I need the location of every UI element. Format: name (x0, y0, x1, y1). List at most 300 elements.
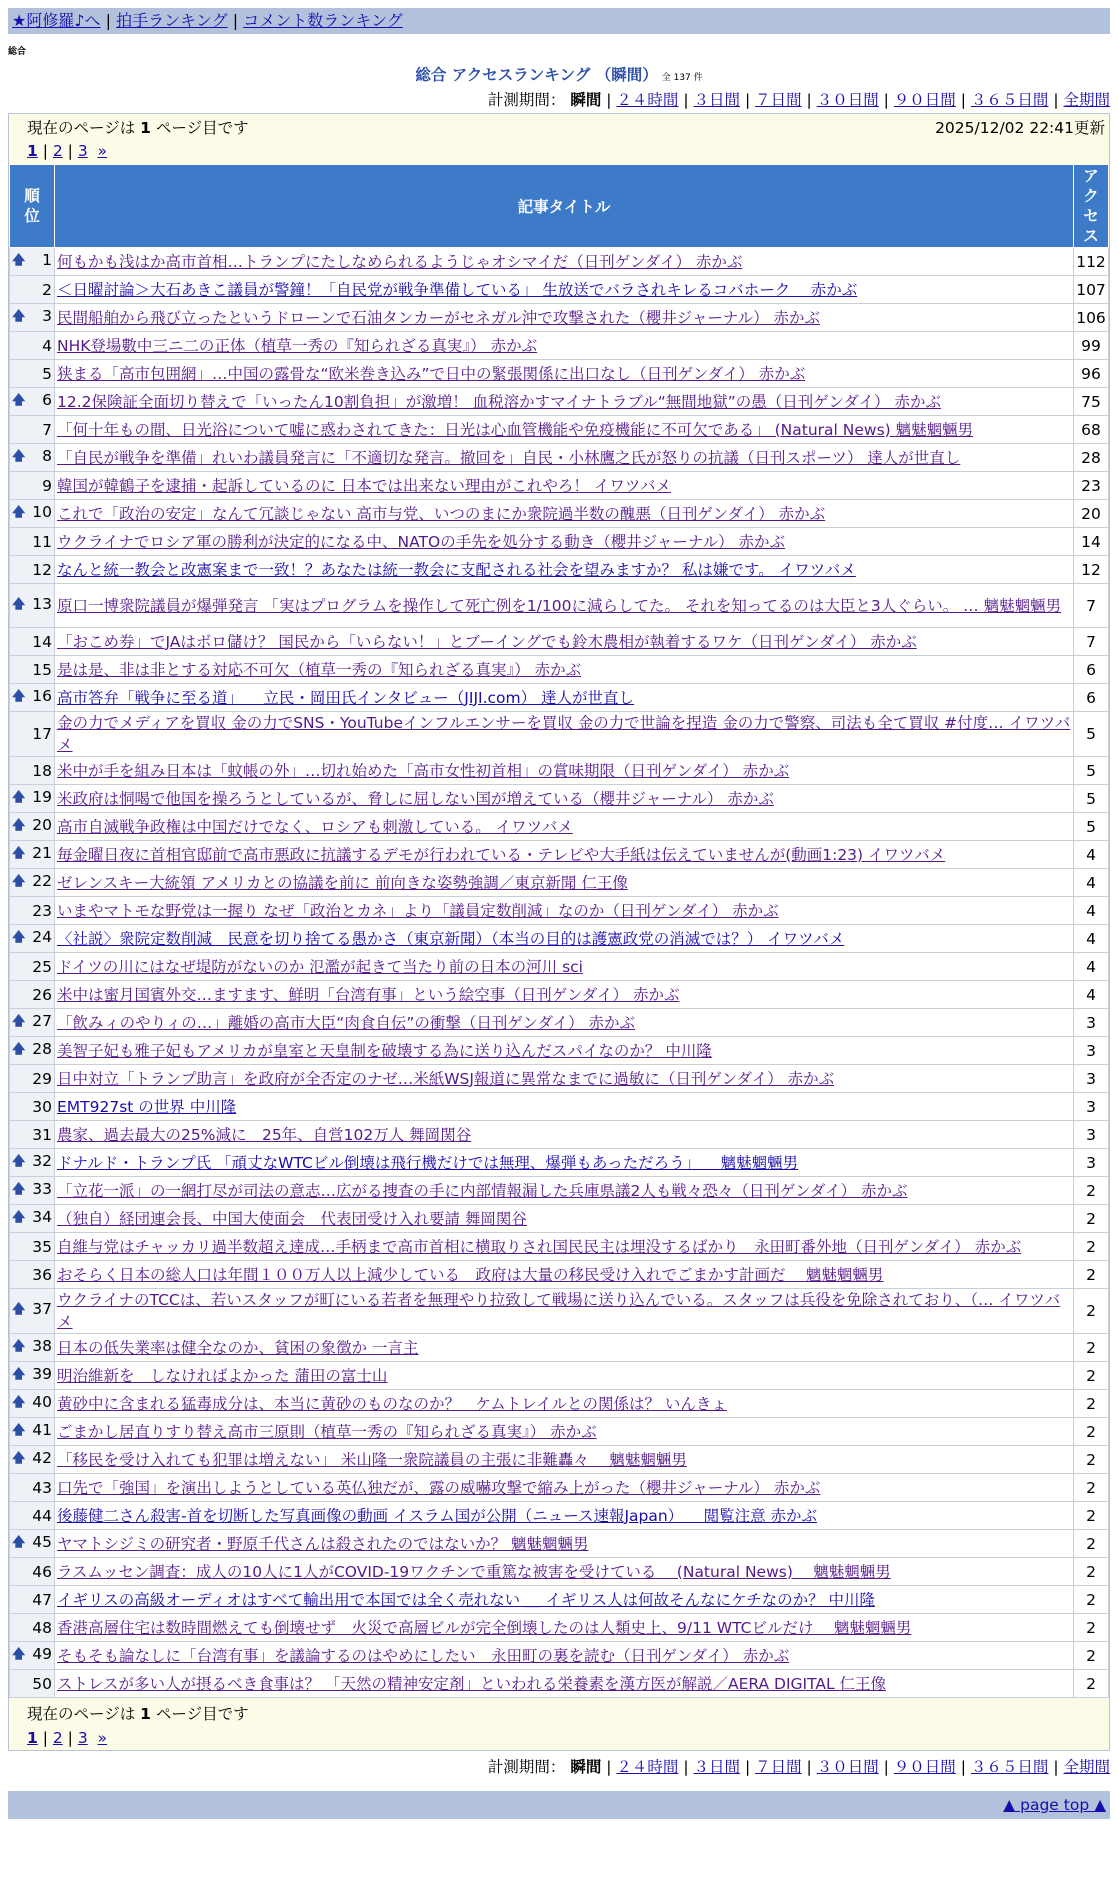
rank-cell (10, 1149, 55, 1177)
article-title-link[interactable]: 是は是、非は非とする対応不可欠（植草一秀の『知られざる真実』） 赤かぶ (57, 660, 582, 679)
access-count: 96 (1074, 360, 1109, 388)
article-title-link[interactable]: 民間船舶から飛び立ったというドローンで石油タンカーがセネガル沖で攻撃された（櫻井ジャーナル） 赤かぶ (57, 308, 821, 327)
rank-number: 6 (42, 390, 52, 409)
title-cell (55, 869, 1074, 897)
title-cell (55, 416, 1074, 444)
period-selector-bottom: 計測期間： 瞬間 | ２４時間 | ３日間 | ７日間 | ３０日間 | ９０日間 | ３６５日間 | 全期間 (487, 1758, 1110, 1776)
access-count: 2 (1074, 1233, 1109, 1261)
access-count: 2 (1074, 1670, 1109, 1698)
rank-number: 36 (32, 1265, 52, 1284)
table-row (10, 1474, 1109, 1502)
article-title-link[interactable]: そもそも論なしに「台湾有事」を議論するのはやめにしたい 永田町の裏を読む（日刊ゲンダイ） 赤かぶ (57, 1646, 790, 1665)
title-cell (55, 1149, 1074, 1177)
table-row (10, 1418, 1109, 1446)
title-cell (55, 1093, 1074, 1121)
access-count: 2 (1074, 1474, 1109, 1502)
title-cell (55, 1642, 1074, 1670)
rank-up-arrow-icon: 🡅 (12, 929, 26, 945)
access-count: 2 (1074, 1530, 1109, 1558)
rank-number: 3 (42, 306, 52, 325)
table-row (10, 785, 1109, 813)
access-count: 2 (1074, 1558, 1109, 1586)
title-cell (55, 981, 1074, 1009)
article-title-link[interactable]: 後藤健二さん殺害-首を切断した写真画像の動画 イスラム国が公開（ニュース速報Japan） 閲覧注意 赤かぶ (57, 1506, 818, 1525)
rank-number: 34 (32, 1207, 52, 1226)
rank-cell (10, 897, 55, 925)
rank-number: 31 (32, 1125, 52, 1144)
article-title-link[interactable]: 日中対立「トランプ助言」を政府が全否定のナゼ…米紙WSJ報道に異常なまでに過敏に（日刊ゲンダイ） 赤かぶ (57, 1069, 835, 1088)
rank-number: 16 (32, 686, 52, 705)
table-row (10, 332, 1109, 360)
page-link-2[interactable]: 2 (52, 1729, 63, 1747)
rank-cell (10, 1065, 55, 1093)
table-row (10, 388, 1109, 416)
table-row (10, 248, 1109, 276)
access-count: 4 (1074, 897, 1109, 925)
title-cell (55, 1334, 1074, 1362)
rank-cell (10, 444, 55, 472)
rank-cell (10, 1670, 55, 1698)
article-title-link[interactable]: 自維与党はチャッカリ過半数超え達成…手柄まで高市首相に横取りされ国民民主は埋没するばかり 永田町番外地（日刊ゲンダイ） 赤かぶ (57, 1237, 1022, 1256)
article-title-link[interactable]: EMT927st の世界 中川隆 (57, 1097, 237, 1116)
rank-up-arrow-icon: 🡅 (12, 1534, 26, 1550)
access-count: 2 (1074, 1642, 1109, 1670)
period-selector-top: 計測期間： 瞬間 | ２４時間 | ３日間 | ７日間 | ３０日間 | ９０日間 | ３６５日間 | 全期間 (487, 91, 1110, 109)
rank-number: 7 (42, 420, 52, 439)
article-title-link[interactable]: 美智子妃も雅子妃もアメリカが皇室と天皇制を破壊する為に送り込んだスパイなのか？ 中川隆 (57, 1041, 712, 1060)
rank-number: 19 (32, 787, 52, 806)
access-count: 5 (1074, 757, 1109, 785)
rank-up-arrow-icon: 🡅 (12, 504, 26, 520)
ranking-box (8, 113, 1110, 1751)
table-row (10, 1586, 1109, 1614)
title-cell (55, 500, 1074, 528)
table-row (10, 444, 1109, 472)
access-count: 14 (1074, 528, 1109, 556)
title-cell (55, 556, 1074, 584)
article-title-link[interactable]: ウクライナのTCCは、若いスタッフが町にいる若者を無理やり拉致して戦場に送り込んでいる。スタッフは兵役を免除されており、（… イワツバメ (57, 1291, 1061, 1331)
article-title-link[interactable]: 高市答弁「戦争に至る道」 立民・岡田氏インタビュー（JIJI.com） 達人が世直し (57, 688, 635, 707)
article-title-link[interactable]: 12.2保険証全面切り替えで「いったん10割負担」が激増！ 血税溶かすマイナトラブル“無間地獄”の愚（日刊ゲンダイ） 赤かぶ (57, 392, 941, 411)
period-link-24h[interactable]: ２４時間 (616, 1758, 679, 1776)
rank-cell (10, 276, 55, 304)
title-cell (55, 1446, 1074, 1474)
table-row (10, 712, 1109, 757)
rank-number: 17 (32, 725, 52, 743)
access-count: 3 (1074, 1149, 1109, 1177)
page-link-next[interactable]: » (97, 142, 108, 160)
rank-cell (10, 1334, 55, 1362)
table-row (10, 656, 1109, 684)
page-link-3[interactable]: 3 (77, 1729, 88, 1747)
rank-number: 30 (32, 1097, 52, 1116)
rank-cell (10, 304, 55, 332)
article-title-link[interactable]: ＜日曜討論＞大石あきこ議員が警鐘！「自民党が戦争準備している」 生放送でバラされキレるコバホーク 赤かぶ (57, 280, 858, 299)
current-page-number: 1 (140, 1705, 151, 1723)
article-title-link[interactable]: 金の力でメディアを買収 金の力でSNS・YouTubeインフルエンサーを買収 金の力で世論を捏造 金の力で警察、司法も全て買収 #付度… イワツバメ (57, 714, 1071, 754)
rank-number: 40 (32, 1392, 52, 1411)
article-title-link[interactable]: ドナルド・トランプ氏 「頑丈なWTCビル倒壊は飛行機だけでは無理、爆弾もあっただろう」 魑魅魍魎男 (57, 1153, 799, 1172)
rank-number: 27 (32, 1011, 52, 1030)
title-cell (55, 813, 1074, 841)
access-count: 28 (1074, 444, 1109, 472)
rank-cell (10, 416, 55, 444)
article-title-link[interactable]: ラスムッセン調査：成人の10人に1人がCOVID-19ワクチンで重篤な被害を受けている (Natural News) 魑魅魍魎男 (57, 1562, 891, 1581)
title-cell (55, 785, 1074, 813)
title-cell (55, 388, 1074, 416)
period-link-90d[interactable]: ９０日間 (893, 1758, 956, 1776)
access-count: 3 (1074, 1037, 1109, 1065)
access-count: 5 (1074, 712, 1109, 757)
access-count: 2 (1074, 1446, 1109, 1474)
access-count: 3 (1074, 1093, 1109, 1121)
title-cell (55, 472, 1074, 500)
rank-cell (10, 472, 55, 500)
rank-cell (10, 757, 55, 785)
rank-up-arrow-icon: 🡅 (12, 392, 26, 408)
article-title-link[interactable]: ごまかし居直りすり替え高市三原則（植草一秀の『知られざる真実』） 赤かぶ (57, 1422, 597, 1441)
access-count: 6 (1074, 684, 1109, 712)
rank-number: 23 (32, 901, 52, 920)
period-link-30d[interactable]: ３０日間 (816, 91, 879, 109)
nav-link-comment-ranking[interactable]: コメント数ランキング (243, 11, 403, 30)
rank-up-arrow-icon: 🡅 (12, 1422, 26, 1438)
rank-number: 32 (32, 1151, 52, 1170)
article-title-link[interactable]: これで「政治の安定」なんて冗談じゃない 高市与党、いつのまにか衆院過半数の醜悪（日刊ゲンダイ） 赤かぶ (57, 504, 826, 523)
rank-number: 15 (32, 660, 52, 679)
column-header-rank: 順位 (10, 165, 55, 248)
period-label: 計測期間： (487, 1758, 566, 1776)
article-title-link[interactable]: （独自）経団連会長、中国大使面会 代表団受け入れ要請 舞岡関谷 (57, 1209, 527, 1228)
table-row (10, 1009, 1109, 1037)
column-header-title: 記事タイトル (55, 165, 1074, 248)
article-title-link[interactable]: イギリスの高級オーディオはすべて輸出用で本国では全く売れない ＿ イギリス人は何故そんなにケチなのか？ 中川隆 (57, 1590, 875, 1609)
rank-number: 35 (32, 1237, 52, 1256)
title-cell (55, 1037, 1074, 1065)
current-page-info-bottom (9, 1698, 1109, 1750)
period-link-24h[interactable]: ２４時間 (616, 91, 679, 109)
rank-cell (10, 1586, 55, 1614)
title-cell (55, 1670, 1074, 1698)
period-link-7d[interactable]: ７日間 (755, 91, 802, 109)
title-cell (55, 1418, 1074, 1446)
top-navigation (8, 8, 1110, 34)
access-count: 75 (1074, 388, 1109, 416)
rank-cell (10, 1289, 55, 1334)
table-row (10, 813, 1109, 841)
period-link-all[interactable]: 全期間 (1063, 1758, 1110, 1776)
rank-number: 12 (32, 560, 52, 579)
rank-up-arrow-icon: 🡅 (12, 448, 26, 464)
rank-cell (10, 684, 55, 712)
title-cell (55, 1558, 1074, 1586)
rank-number: 8 (42, 446, 52, 465)
title-cell (55, 1586, 1074, 1614)
rank-number: 21 (32, 843, 52, 862)
title-cell (55, 1121, 1074, 1149)
article-title-link[interactable]: ヤマトシジミの研究者・野原千代さんは殺されたのではないか？ 魑魅魍魎男 (57, 1534, 589, 1553)
rank-number: 47 (32, 1590, 52, 1609)
title-cell (55, 1474, 1074, 1502)
rank-up-arrow-icon: 🡅 (12, 1302, 26, 1317)
rank-cell (10, 981, 55, 1009)
article-title-link[interactable]: ドイツの川にはなぜ堤防がないのか 氾濫が起きて当たり前の日本の河川 sci (57, 957, 583, 976)
article-title-link[interactable]: なんと統一教会と改憲案まで一致！？あなたは統一教会に支配される社会を望みますか？ 私は嫌です。 イワツバメ (57, 560, 856, 579)
page-link-next[interactable]: » (97, 1729, 108, 1747)
rank-cell (10, 1009, 55, 1037)
access-count: 3 (1074, 1065, 1109, 1093)
access-count: 3 (1074, 1009, 1109, 1037)
rank-cell (10, 556, 55, 584)
title-cell (55, 925, 1074, 953)
total-count: 全 137 件 (661, 73, 703, 83)
rank-cell (10, 584, 55, 628)
period-link-all[interactable]: 全期間 (1063, 91, 1110, 109)
article-title-link[interactable]: 毎金曜日夜に首相官邸前で高市悪政に抗議するデモが行われている・テレビや大手紙は伝えていませんが(動画1:23) イワツバメ (57, 845, 946, 864)
page-link-current[interactable]: 1 (27, 142, 38, 160)
rank-cell (10, 388, 55, 416)
access-count: 6 (1074, 656, 1109, 684)
access-count: 99 (1074, 332, 1109, 360)
ranking-table-body (10, 248, 1109, 1698)
access-count: 2 (1074, 1362, 1109, 1390)
current-page-info (9, 114, 1109, 140)
rank-number: 39 (32, 1364, 52, 1383)
table-row (10, 1530, 1109, 1558)
access-count: 20 (1074, 500, 1109, 528)
table-row (10, 1334, 1109, 1362)
title-cell (55, 584, 1074, 628)
table-row (10, 1037, 1109, 1065)
rank-cell (10, 1502, 55, 1530)
rank-number: 2 (42, 280, 52, 299)
rank-cell (10, 869, 55, 897)
rank-number: 45 (32, 1532, 52, 1551)
period-link-90d[interactable]: ９０日間 (893, 91, 956, 109)
period-link-3d[interactable]: ３日間 (693, 91, 741, 109)
access-count: 12 (1074, 556, 1109, 584)
table-row (10, 953, 1109, 981)
article-title-link[interactable]: 狭まる「高市包囲網」…中国の露骨な“欧米巻き込み”で日中の緊張関係に出口なし（日刊ゲンダイ） 赤かぶ (57, 364, 806, 383)
title-cell (55, 444, 1074, 472)
article-title-link[interactable]: 明治維新を しなければよかった 蒲田の富士山 (57, 1366, 388, 1385)
title-cell (55, 1205, 1074, 1233)
article-title-link[interactable]: ゼレンスキー大統領 アメリカとの協議を前に 前向きな姿勢強調／東京新聞 仁王像 (57, 873, 628, 892)
column-header-access: アクセス (1074, 165, 1109, 248)
access-count: 4 (1074, 925, 1109, 953)
title-cell (55, 1065, 1074, 1093)
article-title-link[interactable]: 農家、過去最大の25%減に 25年、自営102万人 舞岡関谷 (57, 1125, 472, 1144)
rank-up-arrow-icon: 🡅 (12, 789, 26, 805)
article-title-link[interactable]: 口先で「強国」を演出しようとしている英仏独だが、露の威嚇攻撃で縮み上がった（櫻井ジャーナル） 赤かぶ (57, 1478, 821, 1497)
rank-up-arrow-icon: 🡅 (12, 1338, 26, 1354)
table-row (10, 1446, 1109, 1474)
access-count: 3 (1074, 1121, 1109, 1149)
rank-number: 46 (32, 1562, 52, 1581)
article-title-link[interactable]: 「何十年もの間、日光浴について嘘に惑わされてきた：日光は心血管機能や免疫機能に不可欠である」 (Natural News) 魑魅魍魎男 (57, 420, 974, 439)
access-count: 107 (1074, 276, 1109, 304)
access-count: 2 (1074, 1586, 1109, 1614)
rank-cell (10, 1474, 55, 1502)
rank-number: 26 (32, 985, 52, 1004)
rank-cell (10, 1121, 55, 1149)
rank-cell (10, 1261, 55, 1289)
table-row (10, 556, 1109, 584)
rank-cell (10, 1362, 55, 1390)
article-title-link[interactable]: 「立花一派」の一網打尽が司法の意志…広がる捜査の手に内部情報漏した兵庫県議2人も戦々恐々（日刊ゲンダイ） 赤かぶ (57, 1181, 908, 1200)
rank-up-arrow-icon: 🡅 (12, 1366, 26, 1382)
access-count: 2 (1074, 1418, 1109, 1446)
category-label: 総合 (8, 47, 27, 57)
title-cell (55, 628, 1074, 656)
rank-cell (10, 813, 55, 841)
table-row (10, 1177, 1109, 1205)
title-cell (55, 1009, 1074, 1037)
access-count: 2 (1074, 1390, 1109, 1418)
rank-number: 37 (32, 1300, 52, 1318)
title-cell (55, 1530, 1074, 1558)
rank-number: 10 (32, 502, 52, 521)
nav-link-asyura-home[interactable]: ★阿修羅♪へ (12, 11, 101, 30)
current-page-number: 1 (140, 119, 151, 137)
current-page-suffix: ページ目です (155, 119, 249, 137)
title-cell (55, 332, 1074, 360)
rank-cell (10, 1418, 55, 1446)
table-row (10, 1121, 1109, 1149)
title-cell (55, 1289, 1074, 1334)
rank-cell (10, 1205, 55, 1233)
article-title-link[interactable]: 香港高層住宅は数時間燃えても倒壊せず 火災で高層ビルが完全倒壊したのは人類史上、9/11 WTCビルだけ 魑魅魍魎男 (57, 1618, 912, 1637)
article-title-link[interactable]: 韓国が韓鶴子を逮捕・起訴しているのに 日本では出来ない理由がこれやろ！ イワツバメ (57, 476, 672, 495)
rank-number: 50 (32, 1674, 52, 1693)
table-row (10, 1502, 1109, 1530)
pagination-top: 1 | 2 | 3 » (27, 142, 108, 160)
rank-number: 24 (32, 927, 52, 946)
rank-cell (10, 1614, 55, 1642)
article-title-link[interactable]: 高市自滅戦争政権は中国だけでなく、ロシアも刺激している。 イワツバメ (57, 817, 573, 836)
article-title-link[interactable]: いまやマトモな野党は一握り なぜ「政治とカネ」より「議員定数削減」なのか（日刊ゲンダイ） 赤かぶ (57, 901, 779, 920)
title-cell (55, 304, 1074, 332)
article-title-link[interactable]: 原口一博衆院議員が爆弾発言 「実はプログラムを操作して死亡例を1/100に減らしてた。 それを知ってるのは大臣と3人ぐらい。 … 魑魅魍魎男 (57, 596, 1062, 615)
table-row (10, 1289, 1109, 1334)
rank-cell (10, 332, 55, 360)
rank-number: 43 (32, 1478, 52, 1497)
table-row (10, 925, 1109, 953)
access-count: 2 (1074, 1502, 1109, 1530)
rank-cell (10, 1558, 55, 1586)
period-current: 瞬間 (570, 91, 602, 109)
article-title-link[interactable]: 米政府は恫喝で他国を操ろうとしているが、脅しに屈しない国が増えている（櫻井ジャーナル） 赤かぶ (57, 789, 774, 808)
rank-number: 25 (32, 957, 52, 976)
table-row (10, 757, 1109, 785)
rank-up-arrow-icon: 🡅 (12, 845, 26, 861)
article-title-link[interactable]: 「自民が戦争を準備」れいわ議員発言に「不適切な発言。撤回を」自民・小林鷹之氏が怒りの抗議（日刊スポーツ） 達人が世直し (57, 448, 961, 467)
current-page-text: 現在のページは (27, 1705, 136, 1723)
rank-cell (10, 1530, 55, 1558)
article-title-link[interactable]: 「おこめ券」でJAはボロ儲け？ 国民から「いらない！」とブーイングでも鈴木農相が執着するワケ（日刊ゲンダイ） 赤かぶ (57, 632, 917, 651)
rank-up-arrow-icon: 🡅 (12, 1013, 26, 1029)
article-title-link[interactable]: ストレスが多い人が摂るべき食事は？ 「天然の精神安定剤」といわれる栄養素を漢方医が解説／AERA DIGITAL 仁王像 (57, 1674, 887, 1693)
rank-number: 49 (32, 1644, 52, 1663)
article-title-link[interactable]: おそらく日本の総人口は年間１００万人以上減少している 政府は大量の移民受け入れでごまかす計画だ 魑魅魍魎男 (57, 1265, 884, 1284)
article-title-link[interactable]: 「飲みィのやりィの…」離婚の高市大臣“肉食自伝”の衝撃（日刊ゲンダイ） 赤かぶ (57, 1013, 636, 1032)
title-cell (55, 897, 1074, 925)
table-row (10, 528, 1109, 556)
access-count: 23 (1074, 472, 1109, 500)
access-count: 2 (1074, 1177, 1109, 1205)
article-title-link[interactable]: 黄砂中に含まれる猛毒成分は、本当に黄砂のものなのか？ ケムトレイルとの関係は？ いんきょ (57, 1394, 727, 1413)
page-top-link[interactable]: ▲ page top ▲ (1003, 1796, 1106, 1814)
period-link-365d[interactable]: ３６５日間 (970, 1758, 1049, 1776)
rank-cell (10, 1642, 55, 1670)
rank-up-arrow-icon: 🡅 (12, 308, 26, 324)
rank-number: 41 (32, 1420, 52, 1439)
article-title-link[interactable]: 「移民を受け入れても犯罪は増えない」 米山隆一衆院議員の主張に非難轟々 魑魅魍魎男 (57, 1450, 687, 1469)
access-count: 7 (1074, 584, 1109, 628)
ranking-table (9, 164, 1109, 1698)
table-row (10, 897, 1109, 925)
table-row (10, 1362, 1109, 1390)
rank-cell (10, 712, 55, 757)
title-cell (55, 656, 1074, 684)
page-link-current[interactable]: 1 (27, 1729, 38, 1747)
pagination-bottom: 1 | 2 | 3 » (27, 1729, 108, 1747)
rank-up-arrow-icon: 🡅 (12, 873, 26, 889)
period-link-30d[interactable]: ３０日間 (816, 1758, 879, 1776)
rank-cell (10, 248, 55, 276)
article-title-link[interactable]: 何もかも浅はか高市首相…トランプにたしなめられるようじゃオシマイだ（日刊ゲンダイ） 赤かぶ (57, 252, 743, 271)
table-row (10, 360, 1109, 388)
table-row (10, 684, 1109, 712)
access-count: 7 (1074, 628, 1109, 656)
access-count: 2 (1074, 1261, 1109, 1289)
article-title-link[interactable]: NHK登場數中三ニ二の正体（植草一秀の『知られざる真実』） 赤かぶ (57, 336, 538, 355)
rank-number: 14 (32, 632, 52, 651)
article-title-link[interactable]: 米中は蜜月国賓外交…ますます、鮮明「台湾有事」という絵空事（日刊ゲンダイ） 赤かぶ (57, 985, 680, 1004)
rank-cell (10, 953, 55, 981)
table-row (10, 1261, 1109, 1289)
article-title-link[interactable]: 〈社説〉衆院定数削減 民意を切り捨てる愚かさ（東京新聞）（本当の目的は護憲政党の消滅では？） イワツバメ (57, 929, 845, 948)
rank-number: 33 (32, 1179, 52, 1198)
page-link-2[interactable]: 2 (52, 142, 63, 160)
access-count: 4 (1074, 953, 1109, 981)
period-current: 瞬間 (570, 1758, 602, 1776)
rank-number: 38 (32, 1336, 52, 1355)
rank-up-arrow-icon: 🡅 (12, 1209, 26, 1225)
rank-number: 28 (32, 1039, 52, 1058)
title-cell (55, 360, 1074, 388)
rank-number: 22 (32, 871, 52, 890)
rank-cell (10, 628, 55, 656)
table-row (10, 1205, 1109, 1233)
rank-number: 42 (32, 1448, 52, 1467)
period-link-7d[interactable]: ７日間 (755, 1758, 802, 1776)
page-link-3[interactable]: 3 (77, 142, 88, 160)
article-title-link[interactable]: ウクライナでロシア軍の勝利が決定的になる中、NATOの手先を処分する動き（櫻井ジャーナル） 赤かぶ (57, 532, 786, 551)
rank-up-arrow-icon: 🡅 (12, 688, 26, 704)
rank-cell (10, 841, 55, 869)
rank-cell (10, 360, 55, 388)
article-title-link[interactable]: 米中が手を組み日本は「蚊帳の外」…切れ始めた「高市女性初首相」の賞味期限（日刊ゲンダイ） 赤かぶ (57, 761, 790, 780)
nav-link-applause-ranking[interactable]: 拍手ランキング (116, 11, 228, 30)
article-title-link[interactable]: 日本の低失業率は健全なのか、貧困の象徴か 一言主 (57, 1338, 419, 1357)
rank-up-arrow-icon: 🡅 (12, 1181, 26, 1197)
title-cell (55, 684, 1074, 712)
title-cell (55, 712, 1074, 757)
period-link-365d[interactable]: ３６５日間 (970, 91, 1049, 109)
rank-number: 9 (42, 476, 52, 495)
period-link-3d[interactable]: ３日間 (693, 1758, 741, 1776)
